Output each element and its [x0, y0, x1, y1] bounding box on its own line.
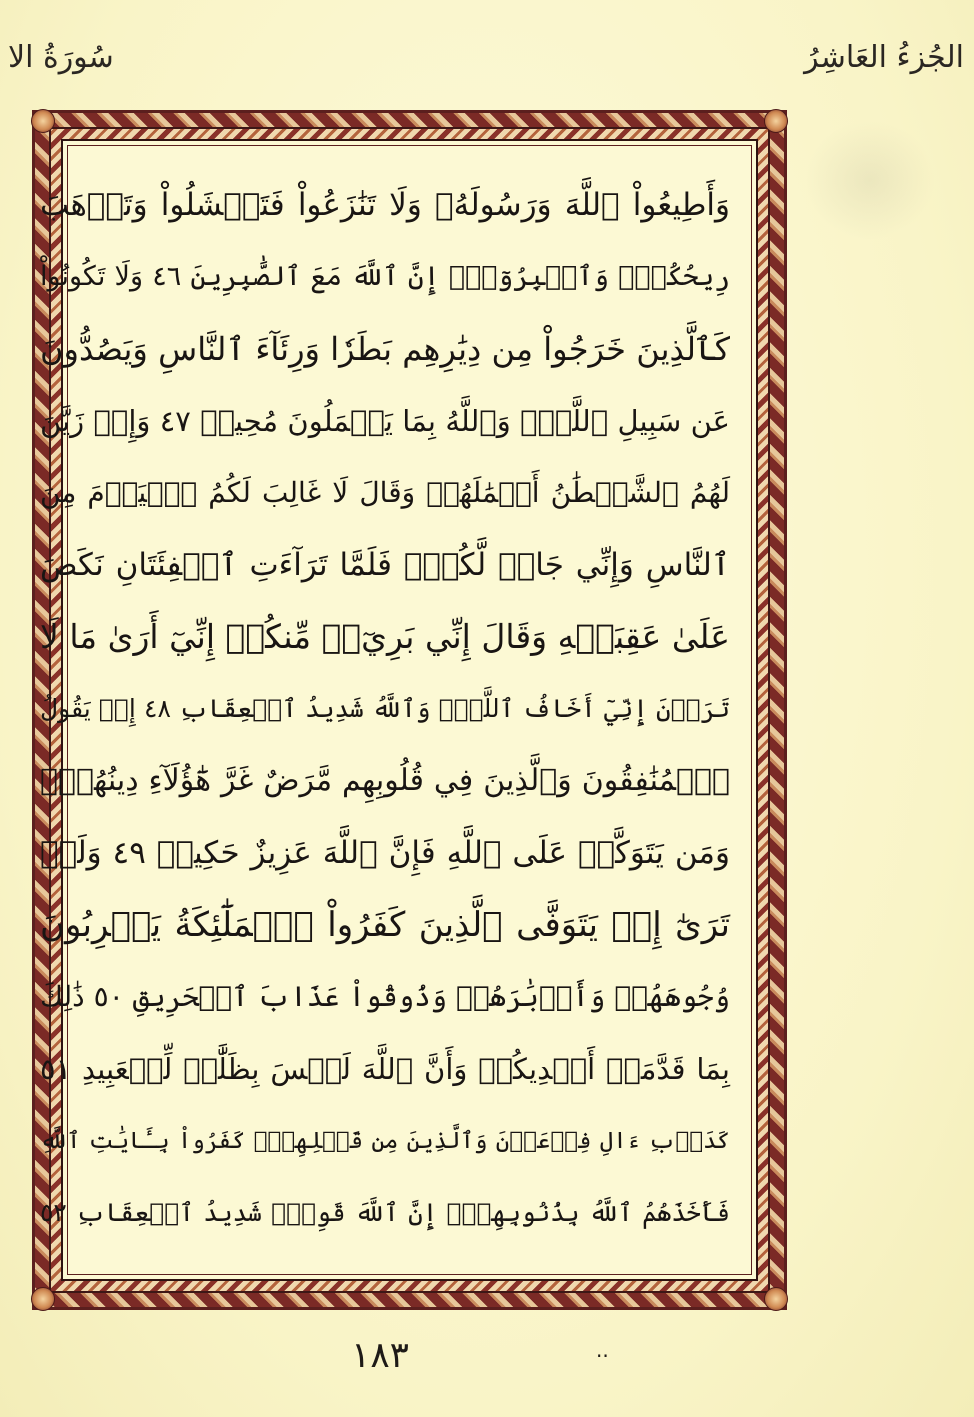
verse-line: تَرَوۡنَ إِنِّيٓ أَخَافُ ٱللَّهَۚ وَٱللَّهُ شَدِيدُ ٱلۡعِقَابِ ٤٨ إِذۡ يَقُولُ [40, 694, 731, 723]
corner-ornament-top-left [31, 109, 55, 133]
verse-line: تَرَىٰٓ إِذۡ يَتَوَفَّى ٱلَّذِينَ كَفَرُواْ ٱلۡمَلَٰٓئِكَةُ يَضۡرِبُونَ [40, 905, 730, 945]
margin-watermark [805, 120, 935, 240]
verse-line: ٱلۡمُنَٰفِقُونَ وَٱلَّذِينَ فِي قُلُوبِهِم مَّرَضٌ غَرَّ هَٰٓؤُلَآءِ دِينُهُمۡۗ [40, 763, 730, 798]
verse-line: وَمَن يَتَوَكَّلۡ عَلَى ٱللَّهِ فَإِنَّ ٱللَّهَ عَزِيزٌ حَكِيمٞ ٤٩ وَلَوۡ [40, 835, 730, 871]
verse-line: بِمَا قَدَّمَتۡ أَيۡدِيكُمۡ وَأَنَّ ٱللَّهَ لَيۡسَ بِظَلَّٰمٖ لِّلۡعَبِيدِ ٥١ [40, 1052, 730, 1086]
corner-ornament-bottom-right [764, 1287, 788, 1311]
verse-line: وُجُوهَهُمۡ وَأَدۡبَٰرَهُمۡ وَذُوقُواْ عَذَابَ ٱلۡحَرِيقِ ٥٠ ذَٰلِكَ [40, 980, 730, 1013]
verse-line: عَن سَبِيلِ ٱللَّهِۚ وَٱللَّهُ بِمَا يَعۡمَلُونَ مُحِيطٞ ٤٧ وَإِذۡ زَيَّنَ [40, 404, 730, 438]
verse-line: فَأَخَذَهُمُ ٱللَّهُ بِذُنُوبِهِمۡۚ إِنَّ ٱللَّهَ قَوِيّٞ شَدِيدُ ٱلۡعِقَابِ ٥٢ [40, 1198, 730, 1227]
verse-line: عَلَىٰ عَقِبَيۡهِ وَقَالَ إِنِّي بَرِيٓءٞ مِّنكُمۡ إِنِّيٓ أَرَىٰ مَا لَا [40, 617, 730, 656]
verse-line: رِيحُكُمۡۖ وَٱصۡبِرُوٓاْۚ إِنَّ ٱللَّهَ مَعَ ٱلصَّٰبِرِينَ ٤٦ وَلَا تَكُونُواْ [40, 261, 730, 292]
surah-label: سُورَةُ الا [8, 40, 114, 75]
corner-ornament-bottom-left [31, 1287, 55, 1311]
verse-line: لَهُمُ ٱلشَّيۡطَٰنُ أَعۡمَٰلَهُمۡ وَقَالَ لَا غَالِبَ لَكُمُ ٱلۡيَوۡمَ مِنَ [40, 476, 730, 509]
corner-ornament-top-right [764, 109, 788, 133]
verse-line: كَدَأۡبِ ءَالِ فِرۡعَوۡنَ وَٱلَّذِينَ مِن قَبۡلِهِمۡۚ كَفَرُواْ بِـَٔايَٰتِ ٱللَّهِ [40, 1128, 730, 1154]
running-header [0, 40, 974, 90]
page-dots: .. [596, 1338, 609, 1362]
verse-line: وَأَطِيعُواْ ٱللَّهَ وَرَسُولَهُۥ وَلَا تَنَٰزَعُواْ فَتَفۡشَلُواْ وَتَذۡهَبَ [40, 187, 730, 223]
page-number: ١٨٣ [350, 1335, 409, 1376]
verse-text-block [40, 170, 730, 1270]
verse-line: كَٱلَّذِينَ خَرَجُواْ مِن دِيَٰرِهِم بَطَرٗا وَرِئَآءَ ٱلنَّاسِ وَيَصُدُّونَ [40, 330, 730, 368]
verse-line: ٱلنَّاسِ وَإِنِّي جَارٞ لَّكُمۡۖ فَلَمَّا تَرَآءَتِ ٱلۡفِئَتَانِ نَكَصَ [40, 547, 730, 583]
juz-label: الجُزءُ العَاشِرُ [804, 40, 964, 75]
